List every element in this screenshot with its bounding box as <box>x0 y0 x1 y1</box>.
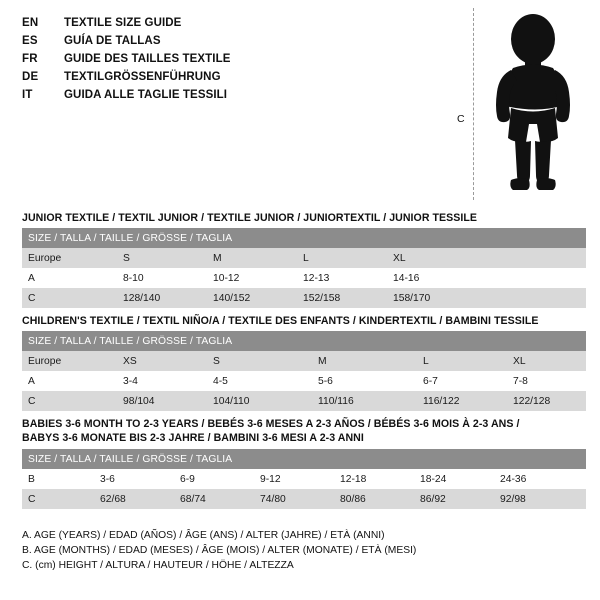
legend-line-a: A. AGE (YEARS) / EDAD (AÑOS) / ÂGE (ANS) / ALTER (JAHRE) / ETÀ (ANNI) <box>22 530 385 541</box>
language-row-it <box>22 86 382 104</box>
cell: S <box>117 248 207 268</box>
section-childrens-textile <box>18 315 586 411</box>
cell: Europe <box>22 248 117 268</box>
cell: 8-10 <box>117 268 207 288</box>
cell: L <box>417 351 507 371</box>
children-size-table <box>22 331 586 411</box>
cell: 152/158 <box>297 288 387 308</box>
cell: B <box>22 469 94 489</box>
cell: 6-7 <box>417 371 507 391</box>
language-title: TEXTILE SIZE GUIDE <box>64 17 182 29</box>
cell: 92/98 <box>494 489 586 509</box>
cell: 10-12 <box>207 268 297 288</box>
table-header-label: SIZE / TALLA / TAILLE / GRÖSSE / TAGLIA <box>22 228 586 248</box>
cell: L <box>297 248 387 268</box>
language-title: GUIDA ALLE TAGLIE TESSILI <box>64 89 228 101</box>
language-code: EN <box>22 17 39 29</box>
cell: 18-24 <box>414 469 494 489</box>
language-row-es <box>22 32 382 50</box>
cell: XS <box>117 351 207 371</box>
section-title-babies <box>22 418 586 445</box>
cell: 24-36 <box>494 469 586 489</box>
table-header-row <box>22 331 586 351</box>
section-title-babies-line2: BABYS 3-6 MONATE BIS 2-3 JAHRE / BAMBINI 3-6 MESI A 2-3 ANNI <box>22 431 364 444</box>
cell: 140/152 <box>207 288 297 308</box>
toddler-silhouette-icon <box>483 12 583 202</box>
table-header-label: SIZE / TALLA / TAILLE / GRÖSSE / TAGLIA <box>22 449 586 469</box>
table-row <box>22 469 586 489</box>
section-junior-textile <box>18 212 586 308</box>
cell: 4-5 <box>207 371 312 391</box>
junior-size-table <box>22 228 586 308</box>
cell: 62/68 <box>94 489 174 509</box>
cell: M <box>207 248 297 268</box>
language-row-de <box>22 68 382 86</box>
table-header-row <box>22 228 586 248</box>
language-code: IT <box>22 89 33 101</box>
cell: C <box>22 288 117 308</box>
cell: A <box>22 371 117 391</box>
measure-label-c: C <box>457 113 465 125</box>
cell: 14-16 <box>387 268 586 288</box>
cell: 3-6 <box>94 469 174 489</box>
language-code: FR <box>22 53 38 65</box>
cell: M <box>312 351 417 371</box>
language-title: TEXTILGRÖSSENFÜHRUNG <box>64 71 221 83</box>
cell: 12-18 <box>334 469 414 489</box>
language-row-en <box>22 14 382 32</box>
table-row <box>22 371 586 391</box>
cell: XL <box>387 248 586 268</box>
babies-size-table <box>22 449 586 509</box>
cell: 110/116 <box>312 391 417 411</box>
cell: 80/86 <box>334 489 414 509</box>
cell: C <box>22 489 94 509</box>
cell: 122/128 <box>507 391 586 411</box>
cell: 9-12 <box>254 469 334 489</box>
legend-line-c: C. (cm) HEIGHT / ALTURA / HAUTEUR / HÖHE / ALTEZZA <box>22 560 294 571</box>
table-header-row <box>22 449 586 469</box>
cell: C <box>22 391 117 411</box>
table-row <box>22 489 586 509</box>
language-title: GUIDE DES TAILLES TEXTILE <box>64 53 231 65</box>
table-row <box>22 391 586 411</box>
cell: 5-6 <box>312 371 417 391</box>
height-measure-line <box>473 8 474 200</box>
table-row <box>22 288 586 308</box>
cell: S <box>207 351 312 371</box>
language-row-fr <box>22 50 382 68</box>
table-row <box>22 248 586 268</box>
section-babies-textile <box>18 418 586 509</box>
cell: 3-4 <box>117 371 207 391</box>
cell: 98/104 <box>117 391 207 411</box>
section-title-children: CHILDREN'S TEXTILE / TEXTIL NIÑO/A / TEXTILE DES ENFANTS / KINDERTEXTIL / BAMBINI TESSILE <box>22 315 539 327</box>
table-row <box>22 268 586 288</box>
cell: 12-13 <box>297 268 387 288</box>
section-title-babies-line1: BABIES 3-6 MONTH TO 2-3 YEARS / BEBÉS 3-6 MESES A 2-3 AÑOS / BÉBÉS 3-6 MOIS À 2-3 ANS / <box>22 418 520 430</box>
language-code: DE <box>22 71 39 83</box>
language-code: ES <box>22 35 38 47</box>
section-title-junior: JUNIOR TEXTILE / TEXTIL JUNIOR / TEXTILE JUNIOR / JUNIORTEXTIL / JUNIOR TESSILE <box>22 212 478 224</box>
cell: 6-9 <box>174 469 254 489</box>
legend <box>22 528 582 573</box>
cell: A <box>22 268 117 288</box>
table-header-label: SIZE / TALLA / TAILLE / GRÖSSE / TAGLIA <box>22 331 586 351</box>
table-row <box>22 351 586 371</box>
cell: 7-8 <box>507 371 586 391</box>
cell: 74/80 <box>254 489 334 509</box>
cell: 158/170 <box>387 288 586 308</box>
cell: 104/110 <box>207 391 312 411</box>
language-titles <box>22 14 382 104</box>
cell: 128/140 <box>117 288 207 308</box>
cell: 68/74 <box>174 489 254 509</box>
cell: XL <box>507 351 586 371</box>
language-title: GUÍA DE TALLAS <box>64 35 161 47</box>
cell: 116/122 <box>417 391 507 411</box>
cell: Europe <box>22 351 117 371</box>
measurement-figure <box>455 8 585 203</box>
cell: 86/92 <box>414 489 494 509</box>
legend-line-b: B. AGE (MONTHS) / EDAD (MESES) / ÂGE (MOIS) / ALTER (MONATE) / ETÀ (MESI) <box>22 545 417 556</box>
